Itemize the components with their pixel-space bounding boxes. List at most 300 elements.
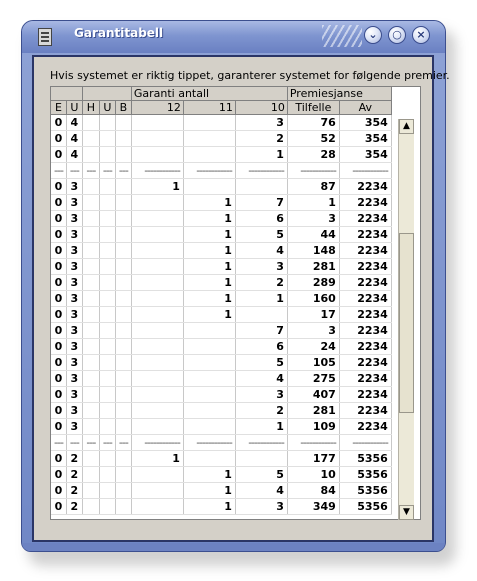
table-cell: 5 [235,467,287,483]
table-cell [131,131,183,147]
table-cell: --- [115,163,131,179]
table-cell [183,339,235,355]
table-cell [131,403,183,419]
table-row[interactable] [51,227,391,243]
table-cell [82,179,99,195]
table-cell: 289 [287,275,339,291]
column-header[interactable]: 10 [235,101,287,115]
table-cell: 7 [235,195,287,211]
table-cell: 2234 [339,179,391,195]
table-cell: 354 [339,131,391,147]
table-cell: 2 [66,467,82,483]
table-cell [82,467,99,483]
table-cell: 0 [51,499,66,515]
table-cell [131,291,183,307]
table-cell [82,371,99,387]
table-cell [131,371,183,387]
table-cell [82,147,99,163]
table-cell: 2234 [339,275,391,291]
table-cell: 2234 [339,307,391,323]
table-cell [131,499,183,515]
table-row[interactable] [51,147,391,163]
table-cell: 2 [66,499,82,515]
table-cell: ------------ [339,435,391,451]
table-cell [99,211,115,227]
table-cell [115,259,131,275]
table-row[interactable] [51,467,391,483]
table-cell [115,147,131,163]
table-row[interactable] [51,483,391,499]
table-cell: 2234 [339,339,391,355]
table-cell [183,387,235,403]
table-cell: 10 [287,467,339,483]
table-cell: ------------ [183,163,235,179]
table-cell: 44 [287,227,339,243]
table-cell [115,227,131,243]
table-cell [235,451,287,467]
table-cell: --- [66,435,82,451]
table-cell: 3 [235,387,287,403]
table-cell [82,355,99,371]
table-cell [82,323,99,339]
table-cell: 76 [287,115,339,131]
table-cell [115,131,131,147]
table-cell: 5356 [339,451,391,467]
table-cell: 105 [287,355,339,371]
table-row[interactable] [51,339,391,355]
table-cell [99,195,115,211]
table-cell [99,419,115,435]
table-cell [99,371,115,387]
table-cell: 0 [51,147,66,163]
table-cell: 84 [287,483,339,499]
table-cell [131,115,183,131]
separator-row[interactable] [51,163,391,179]
table-cell: 349 [287,499,339,515]
guarantee-grid [51,87,392,515]
table-cell [115,467,131,483]
table-cell: 1 [183,467,235,483]
table-cell [235,179,287,195]
table-row[interactable] [51,371,391,387]
table-cell: 1 [235,419,287,435]
table-cell: 3 [235,259,287,275]
table-cell [99,115,115,131]
table-cell [82,403,99,419]
table-cell: --- [99,163,115,179]
column-header[interactable]: 11 [183,101,235,115]
table-cell [82,259,99,275]
table-cell: 2234 [339,195,391,211]
table-cell [183,419,235,435]
table-cell: ------------ [287,435,339,451]
table-cell: ------------ [131,435,183,451]
table-cell [131,307,183,323]
table-cell: 3 [66,419,82,435]
table-cell: 2234 [339,211,391,227]
table-cell: 1 [183,227,235,243]
table-cell: 3 [235,499,287,515]
table-cell [115,339,131,355]
table-cell [131,275,183,291]
table-cell [99,403,115,419]
group-header-blank [51,87,82,101]
table-cell: 0 [51,211,66,227]
table-cell: 4 [235,243,287,259]
table-row[interactable] [51,403,391,419]
table-cell [183,355,235,371]
table-cell: --- [82,435,99,451]
table-cell [82,339,99,355]
table-cell [82,115,99,131]
table-cell [115,499,131,515]
table-cell: --- [66,163,82,179]
table-cell: 4 [66,147,82,163]
table-cell [82,451,99,467]
table-cell [99,291,115,307]
table-cell [82,291,99,307]
table-cell [82,307,99,323]
table-cell: ------------ [339,163,391,179]
table-cell [183,451,235,467]
table-cell: ------------ [235,163,287,179]
table-cell: 160 [287,291,339,307]
table-cell: 3 [66,355,82,371]
table-cell: 3 [235,115,287,131]
group-header-blank2 [82,87,131,101]
table-cell: 1 [183,307,235,323]
table-cell: --- [51,435,66,451]
table-cell [82,483,99,499]
table-row[interactable] [51,195,391,211]
table-cell: 3 [66,339,82,355]
table-cell [115,307,131,323]
table-cell: 1 [183,291,235,307]
column-header[interactable]: 12 [131,101,183,115]
table-cell: 52 [287,131,339,147]
window-title: Garantitabell [74,26,164,40]
table-cell: 1 [183,275,235,291]
table-cell: 2 [235,403,287,419]
table-cell: 1 [183,243,235,259]
table-cell: 2234 [339,387,391,403]
table-row[interactable] [51,179,391,195]
table-cell: 2234 [339,419,391,435]
table-cell: 0 [51,387,66,403]
table-cell [99,147,115,163]
table-cell: 2234 [339,291,391,307]
table-cell [82,499,99,515]
table-cell [131,147,183,163]
table-cell: 3 [66,227,82,243]
table-cell: 3 [66,323,82,339]
column-header[interactable]: B [115,101,131,115]
table-cell [99,323,115,339]
table-cell: 177 [287,451,339,467]
table-row[interactable] [51,131,391,147]
table-cell [99,467,115,483]
table-cell: 407 [287,387,339,403]
table-cell [99,227,115,243]
table-cell: 3 [287,323,339,339]
table-cell [99,259,115,275]
table-cell: 2234 [339,227,391,243]
table-cell [115,323,131,339]
table-cell: 354 [339,115,391,131]
table-cell: 1 [235,147,287,163]
separator-row[interactable] [51,435,391,451]
table-cell: 0 [51,403,66,419]
table-cell [99,339,115,355]
table-cell: ------------ [235,435,287,451]
table-cell: 6 [235,211,287,227]
table-cell: 0 [51,355,66,371]
column-header[interactable]: U [99,101,115,115]
table-cell [115,355,131,371]
table-cell: 2234 [339,403,391,419]
table-cell [131,387,183,403]
table-row[interactable] [51,355,391,371]
table-cell [82,211,99,227]
table-cell: 3 [66,307,82,323]
table-cell: 3 [66,211,82,227]
table-cell: 1 [287,195,339,211]
window-bottom-edge [22,543,445,551]
table-cell [82,195,99,211]
table-cell [131,467,183,483]
table-cell: 1 [183,259,235,275]
table-cell: 2 [66,483,82,499]
group-header-garanti: Garanti antall [131,87,287,101]
table-cell [115,371,131,387]
table-cell [183,147,235,163]
table-cell: 2234 [339,323,391,339]
table-row[interactable] [51,451,391,467]
table-cell [115,403,131,419]
table-cell: 0 [51,227,66,243]
table-cell: 4 [235,483,287,499]
table-cell: 275 [287,371,339,387]
table-cell: 0 [51,451,66,467]
table-cell: 5356 [339,499,391,515]
table-cell: 3 [66,387,82,403]
table-cell [131,195,183,211]
table-cell [131,355,183,371]
table-cell [99,483,115,499]
table-cell: 24 [287,339,339,355]
table-cell [115,115,131,131]
table-cell: 0 [51,467,66,483]
minimize-button[interactable]: ⌄ [364,26,382,44]
table-cell: 0 [51,259,66,275]
maximize-button[interactable]: ○ [388,26,406,44]
vertical-scrollbar[interactable] [398,119,414,520]
table-cell: 0 [51,275,66,291]
table-cell [82,131,99,147]
group-header-premie: Premiesjanse [287,87,391,101]
table-cell: 3 [66,243,82,259]
scroll-thumb[interactable] [399,233,414,413]
table-cell: 4 [66,115,82,131]
table-cell [183,323,235,339]
table-cell: 148 [287,243,339,259]
table-cell [99,243,115,259]
table-cell: 3 [66,403,82,419]
table-cell [115,387,131,403]
table-cell [131,227,183,243]
table-cell [131,323,183,339]
table-cell [115,483,131,499]
column-header[interactable]: U [66,101,82,115]
table-cell: 1 [131,179,183,195]
table-cell [82,419,99,435]
table-row[interactable] [51,387,391,403]
column-header[interactable]: E [51,101,66,115]
table-cell: 3 [66,259,82,275]
table-cell: 2234 [339,371,391,387]
table-cell: 4 [235,371,287,387]
table-cell [99,131,115,147]
table-cell: 0 [51,419,66,435]
close-button[interactable]: × [412,26,430,44]
table-row[interactable] [51,499,391,515]
table-cell: 109 [287,419,339,435]
column-header[interactable]: Av [339,101,391,115]
table-cell [131,243,183,259]
table-cell [99,179,115,195]
table-cell [99,451,115,467]
table-cell [99,307,115,323]
table-cell: 5356 [339,483,391,499]
table-cell: 4 [66,131,82,147]
table-cell [82,227,99,243]
table-cell: 3 [66,291,82,307]
table-cell [131,211,183,227]
table-cell: 0 [51,179,66,195]
table-cell: --- [115,435,131,451]
table-cell [115,291,131,307]
column-header[interactable]: H [82,101,99,115]
table-cell: 0 [51,483,66,499]
table-cell [115,419,131,435]
guarantee-table[interactable] [50,86,421,520]
table-cell: 1 [131,451,183,467]
table-row[interactable] [51,259,391,275]
table-cell [115,243,131,259]
scroll-up-button[interactable]: ▲ [399,119,414,134]
table-cell [115,195,131,211]
table-cell: 281 [287,403,339,419]
table-cell [183,371,235,387]
title-decoration [322,25,362,47]
table-cell: 1 [183,483,235,499]
table-cell [82,387,99,403]
table-cell: 3 [66,179,82,195]
table-cell [99,275,115,291]
table-cell: 3 [66,195,82,211]
table-cell: --- [82,163,99,179]
table-row[interactable] [51,243,391,259]
table-cell: 3 [66,275,82,291]
table-cell [99,499,115,515]
table-cell [183,115,235,131]
table-cell [82,275,99,291]
table-row[interactable] [51,291,391,307]
table-cell: --- [99,435,115,451]
table-cell [183,131,235,147]
table-cell: 1 [183,499,235,515]
table-cell: 7 [235,323,287,339]
table-cell: 3 [287,211,339,227]
table-cell [131,339,183,355]
table-cell: 1 [183,211,235,227]
table-cell: 0 [51,339,66,355]
table-cell [115,211,131,227]
table-cell [99,387,115,403]
table-cell: 0 [51,195,66,211]
table-cell: --- [51,163,66,179]
table-cell: 28 [287,147,339,163]
table-cell: 354 [339,147,391,163]
table-cell: 2234 [339,355,391,371]
table-cell [183,403,235,419]
table-cell: 87 [287,179,339,195]
table-cell [115,451,131,467]
table-cell [131,483,183,499]
table-cell: 6 [235,339,287,355]
table-row[interactable] [51,307,391,323]
table-cell [131,419,183,435]
table-cell: 2234 [339,259,391,275]
table-cell [115,275,131,291]
table-cell [131,259,183,275]
table-cell: 2 [235,275,287,291]
table-cell [183,179,235,195]
table-cell: 3 [66,371,82,387]
table-cell: 0 [51,291,66,307]
table-cell: 5 [235,355,287,371]
table-cell: 0 [51,323,66,339]
table-cell: 2234 [339,243,391,259]
table-cell [82,243,99,259]
table-cell: 1 [235,291,287,307]
app-icon[interactable] [38,28,52,46]
info-text: Hvis systemet er riktig tippet, garanterer systemet for følgende premier. [50,69,450,82]
table-cell: 2 [235,131,287,147]
table-cell: 17 [287,307,339,323]
table-cell: 1 [183,195,235,211]
table-cell: 0 [51,371,66,387]
table-cell [99,355,115,371]
table-cell: ------------ [287,163,339,179]
table-cell [235,307,287,323]
table-cell: 0 [51,307,66,323]
table-cell: 0 [51,243,66,259]
scroll-down-button[interactable]: ▼ [399,505,414,520]
table-cell: 5 [235,227,287,243]
table-cell: 0 [51,131,66,147]
column-header[interactable]: Tilfelle [287,101,339,115]
table-row[interactable] [51,419,391,435]
table-row[interactable] [51,275,391,291]
table-row[interactable] [51,211,391,227]
table-row[interactable] [51,323,391,339]
table-cell: 5356 [339,467,391,483]
title-bar[interactable] [22,21,445,53]
table-row[interactable] [51,115,391,131]
table-cell: 2 [66,451,82,467]
table-cell: ------------ [183,435,235,451]
